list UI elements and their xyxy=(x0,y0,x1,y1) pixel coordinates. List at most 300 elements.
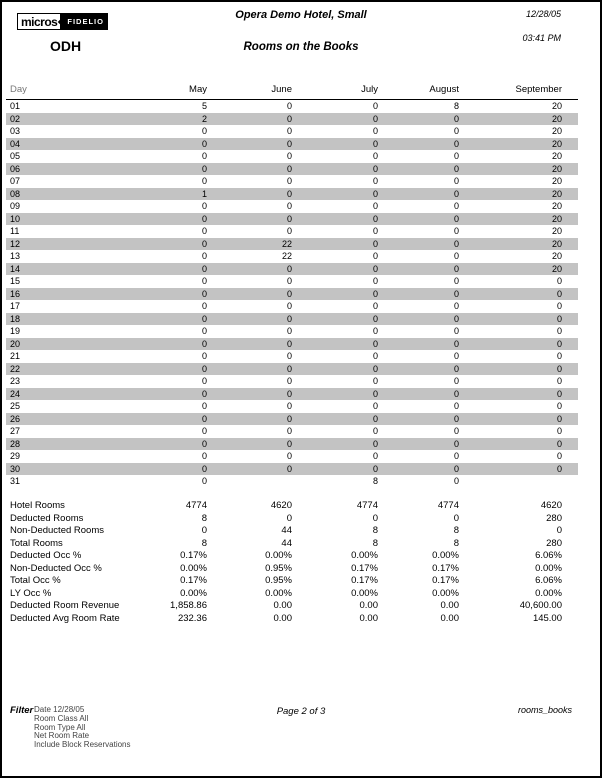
value-cell: 0 xyxy=(201,413,207,424)
value-cell: 0 xyxy=(201,426,207,437)
value-cell: 0 xyxy=(556,276,562,287)
value-cell: 0 xyxy=(201,451,207,462)
value-cell: 0 xyxy=(453,338,459,349)
summary-value-cell: 0.95% xyxy=(265,575,292,587)
value-cell: 22 xyxy=(281,238,292,249)
summary-value-cell: 8 xyxy=(201,537,207,549)
value-cell: 0 xyxy=(372,201,378,212)
print-date: 12/28/05 xyxy=(525,9,561,19)
summary-value-cell: 0.00% xyxy=(180,587,207,599)
value-cell: 0 xyxy=(286,188,292,199)
summary-value-cell: 0.95% xyxy=(265,562,292,574)
summary-value-cell: 0.00% xyxy=(265,550,292,562)
summary-value-cell: 4620 xyxy=(270,500,292,512)
summary-value-cell: 8 xyxy=(372,537,378,549)
summary-value-cell: 0.17% xyxy=(432,575,459,587)
summary-value-cell: 0.00 xyxy=(440,612,459,624)
summary-label: Deducted Room Revenue xyxy=(10,600,120,612)
value-cell: 20 xyxy=(551,188,562,199)
day-cell: 10 xyxy=(10,213,21,224)
value-cell: 0 xyxy=(453,426,459,437)
value-cell: 0 xyxy=(201,326,207,337)
table-row xyxy=(6,450,578,463)
report-file-name: rooms_books xyxy=(517,705,572,715)
summary-label: Total Rooms xyxy=(10,537,63,549)
value-cell: 0 xyxy=(286,401,292,412)
value-cell: 0 xyxy=(453,351,459,362)
value-cell: 0 xyxy=(372,113,378,124)
value-cell: 0 xyxy=(372,288,378,299)
summary-value-cell: 0 xyxy=(372,512,378,524)
table-row xyxy=(6,213,578,226)
value-cell: 0 xyxy=(201,301,207,312)
value-cell: 0 xyxy=(453,163,459,174)
day-cell: 17 xyxy=(10,301,21,312)
value-cell: 0 xyxy=(453,188,459,199)
table-row xyxy=(6,200,578,213)
value-cell: 0 xyxy=(453,276,459,287)
summary-row xyxy=(6,563,578,576)
value-cell: 0 xyxy=(372,176,378,187)
summary-label: Non-Deducted Occ % xyxy=(10,562,102,574)
table-row xyxy=(6,300,578,313)
summary-value-cell: 44 xyxy=(281,525,292,537)
value-cell: 0 xyxy=(201,263,207,274)
table-body xyxy=(6,100,578,488)
summary-value-cell: 6.06% xyxy=(535,550,562,562)
value-cell: 2 xyxy=(201,113,207,124)
value-cell: 0 xyxy=(453,176,459,187)
value-cell: 0 xyxy=(286,363,292,374)
value-cell: 0 xyxy=(453,138,459,149)
value-cell: 0 xyxy=(372,301,378,312)
value-cell: 0 xyxy=(372,438,378,449)
table-row xyxy=(6,250,578,263)
summary-value-cell: 0.00% xyxy=(535,562,562,574)
table-row xyxy=(6,163,578,176)
summary-label: Deducted Occ % xyxy=(10,550,82,562)
month-column-header: September xyxy=(515,83,562,95)
value-cell: 0 xyxy=(453,301,459,312)
value-cell: 0 xyxy=(556,413,562,424)
table-row xyxy=(6,388,578,401)
day-cell: 23 xyxy=(10,376,21,387)
filter-criteria-line: Room Type All xyxy=(34,722,86,732)
summary-value-cell: 0.00 xyxy=(359,612,378,624)
value-cell: 0 xyxy=(286,413,292,424)
value-cell: 0 xyxy=(201,213,207,224)
day-cell: 13 xyxy=(10,251,21,262)
value-cell: 0 xyxy=(453,226,459,237)
print-time: 03:41 PM xyxy=(522,33,561,43)
value-cell: 0 xyxy=(372,363,378,374)
summary-value-cell: 232.36 xyxy=(177,612,207,624)
value-cell: 0 xyxy=(201,476,207,487)
summary-value-cell: 0.00% xyxy=(535,587,562,599)
value-cell: 0 xyxy=(453,313,459,324)
filter-criteria-line: Room Class All xyxy=(34,713,89,723)
value-cell: 0 xyxy=(201,313,207,324)
value-cell: 0 xyxy=(453,213,459,224)
filter-criteria-line: Date 12/28/05 xyxy=(34,705,85,714)
value-cell: 0 xyxy=(201,351,207,362)
value-cell: 0 xyxy=(372,401,378,412)
value-cell: 0 xyxy=(453,126,459,137)
value-cell: 0 xyxy=(556,376,562,387)
summary-value-cell: 4774 xyxy=(185,500,207,512)
month-column-header: May xyxy=(189,83,207,95)
value-cell: 0 xyxy=(556,401,562,412)
value-cell: 0 xyxy=(286,301,292,312)
value-cell: 0 xyxy=(201,126,207,137)
rooms-table xyxy=(6,83,578,488)
summary-value-cell: 1,858.86 xyxy=(170,600,207,612)
value-cell: 0 xyxy=(556,388,562,399)
value-cell: 0 xyxy=(556,313,562,324)
summary-value-cell: 0.17% xyxy=(351,562,378,574)
summary-value-cell: 44 xyxy=(281,537,292,549)
table-row xyxy=(6,350,578,363)
value-cell: 0 xyxy=(453,413,459,424)
summary-value-cell: 8 xyxy=(372,525,378,537)
value-cell: 0 xyxy=(556,338,562,349)
value-cell: 0 xyxy=(372,351,378,362)
value-cell: 0 xyxy=(286,201,292,212)
summary-row xyxy=(6,575,578,588)
value-cell: 0 xyxy=(372,451,378,462)
value-cell: 0 xyxy=(201,338,207,349)
page-number: Page 2 of 3 xyxy=(276,706,326,717)
value-cell: 8 xyxy=(453,101,459,112)
table-row xyxy=(6,225,578,238)
value-cell: 0 xyxy=(453,451,459,462)
value-cell: 20 xyxy=(551,238,562,249)
micros-logo-text: micros xyxy=(17,13,61,30)
summary-value-cell: 145.00 xyxy=(532,612,562,624)
summary-value-cell: 8 xyxy=(453,525,459,537)
value-cell: 20 xyxy=(551,201,562,212)
table-row xyxy=(6,400,578,413)
summary-row xyxy=(6,613,578,626)
summary-row xyxy=(6,525,578,538)
value-cell: 8 xyxy=(372,476,378,487)
value-cell: 0 xyxy=(201,201,207,212)
table-row xyxy=(6,238,578,251)
value-cell: 0 xyxy=(286,101,292,112)
summary-value-cell: 0.17% xyxy=(180,550,207,562)
summary-value-cell: 4774 xyxy=(437,500,459,512)
value-cell: 20 xyxy=(551,251,562,262)
summary-row xyxy=(6,538,578,551)
table-row xyxy=(6,363,578,376)
value-cell: 0 xyxy=(453,463,459,474)
value-cell: 0 xyxy=(453,438,459,449)
value-cell: 0 xyxy=(286,376,292,387)
summary-value-cell: 0.00% xyxy=(265,587,292,599)
value-cell: 0 xyxy=(201,463,207,474)
summary-label: Non-Deducted Rooms xyxy=(10,525,104,537)
day-cell: 29 xyxy=(10,451,21,462)
value-cell: 0 xyxy=(201,438,207,449)
table-row xyxy=(6,100,578,113)
value-cell: 0 xyxy=(286,138,292,149)
value-cell: 0 xyxy=(286,388,292,399)
value-cell: 0 xyxy=(372,413,378,424)
value-cell: 20 xyxy=(551,263,562,274)
table-row xyxy=(6,150,578,163)
value-cell: 0 xyxy=(372,338,378,349)
summary-label: Deducted Rooms xyxy=(10,512,84,524)
value-cell: 0 xyxy=(201,363,207,374)
value-cell: 0 xyxy=(201,176,207,187)
filter-label: Filter xyxy=(10,705,34,716)
table-row xyxy=(6,338,578,351)
summary-value-cell: 0.00 xyxy=(273,612,292,624)
value-cell: 0 xyxy=(286,426,292,437)
summary-row xyxy=(6,600,578,613)
value-cell: 5 xyxy=(201,101,207,112)
table-row xyxy=(6,475,578,488)
day-cell: 27 xyxy=(10,426,21,437)
value-cell: 22 xyxy=(281,251,292,262)
value-cell: 0 xyxy=(556,288,562,299)
day-cell: 21 xyxy=(10,351,21,362)
hotel-name: Opera Demo Hotel, Small xyxy=(235,9,367,21)
table-row xyxy=(6,288,578,301)
value-cell: 0 xyxy=(201,288,207,299)
value-cell: 0 xyxy=(556,326,562,337)
value-cell: 0 xyxy=(372,101,378,112)
summary-section xyxy=(6,500,578,625)
summary-value-cell: 0.17% xyxy=(351,575,378,587)
value-cell: 20 xyxy=(551,113,562,124)
value-cell: 0 xyxy=(286,126,292,137)
table-row xyxy=(6,438,578,451)
day-cell: 20 xyxy=(10,338,21,349)
value-cell: 0 xyxy=(556,451,562,462)
summary-value-cell: 0.00% xyxy=(180,562,207,574)
day-cell: 26 xyxy=(10,413,21,424)
summary-value-cell: 40,600.00 xyxy=(519,600,562,612)
summary-value-cell: 0.00 xyxy=(273,600,292,612)
value-cell: 0 xyxy=(201,376,207,387)
value-cell: 0 xyxy=(372,213,378,224)
value-cell: 20 xyxy=(551,226,562,237)
value-cell: 0 xyxy=(286,338,292,349)
value-cell: 0 xyxy=(556,351,562,362)
summary-value-cell: 0.17% xyxy=(432,562,459,574)
summary-value-cell: 6.06% xyxy=(535,575,562,587)
value-cell: 20 xyxy=(551,163,562,174)
summary-row xyxy=(6,513,578,526)
value-cell: 0 xyxy=(453,388,459,399)
month-column-header: July xyxy=(361,83,378,95)
value-cell: 0 xyxy=(453,476,459,487)
summary-row xyxy=(6,500,578,513)
value-cell: 0 xyxy=(453,113,459,124)
day-cell: 07 xyxy=(10,176,21,187)
table-header-row xyxy=(6,83,578,100)
day-cell: 04 xyxy=(10,138,21,149)
summary-label: LY Occ % xyxy=(10,587,52,599)
value-cell: 20 xyxy=(551,138,562,149)
value-cell: 0 xyxy=(372,126,378,137)
summary-label: Deducted Avg Room Rate xyxy=(10,612,120,624)
summary-value-cell: 0.00% xyxy=(351,550,378,562)
day-cell: 18 xyxy=(10,313,21,324)
table-row xyxy=(6,375,578,388)
value-cell: 0 xyxy=(453,238,459,249)
table-row xyxy=(6,413,578,426)
value-cell: 0 xyxy=(286,351,292,362)
value-cell: 0 xyxy=(372,238,378,249)
value-cell: 0 xyxy=(201,401,207,412)
value-cell: 0 xyxy=(201,226,207,237)
day-cell: 19 xyxy=(10,326,21,337)
value-cell: 0 xyxy=(372,138,378,149)
value-cell: 0 xyxy=(201,138,207,149)
month-column-header: August xyxy=(429,83,459,95)
value-cell: 0 xyxy=(453,288,459,299)
value-cell: 0 xyxy=(286,326,292,337)
value-cell: 0 xyxy=(372,251,378,262)
value-cell: 0 xyxy=(453,251,459,262)
summary-value-cell: 4620 xyxy=(540,500,562,512)
day-cell: 22 xyxy=(10,363,21,374)
value-cell: 0 xyxy=(453,401,459,412)
summary-value-cell: 8 xyxy=(201,512,207,524)
value-cell: 0 xyxy=(372,376,378,387)
value-cell: 0 xyxy=(556,438,562,449)
value-cell: 20 xyxy=(551,101,562,112)
day-cell: 28 xyxy=(10,438,21,449)
value-cell: 1 xyxy=(201,188,207,199)
table-row xyxy=(6,125,578,138)
day-cell: 01 xyxy=(10,101,21,112)
day-cell: 08 xyxy=(10,188,21,199)
day-cell: 30 xyxy=(10,463,21,474)
value-cell: 0 xyxy=(286,263,292,274)
value-cell: 0 xyxy=(556,301,562,312)
value-cell: 0 xyxy=(372,163,378,174)
value-cell: 0 xyxy=(286,226,292,237)
value-cell: 0 xyxy=(286,438,292,449)
value-cell: 0 xyxy=(201,251,207,262)
summary-value-cell: 0 xyxy=(286,512,292,524)
value-cell: 0 xyxy=(372,463,378,474)
day-cell: 15 xyxy=(10,276,21,287)
filter-criteria-line: Net Room Rate xyxy=(34,731,90,741)
table-row xyxy=(6,463,578,476)
value-cell: 0 xyxy=(201,276,207,287)
value-cell: 0 xyxy=(201,388,207,399)
value-cell: 0 xyxy=(286,313,292,324)
day-cell: 16 xyxy=(10,288,21,299)
summary-value-cell: 0.00 xyxy=(359,600,378,612)
value-cell: 0 xyxy=(453,326,459,337)
value-cell: 20 xyxy=(551,176,562,187)
summary-value-cell: 0.00% xyxy=(432,550,459,562)
value-cell: 0 xyxy=(286,213,292,224)
summary-value-cell: 0 xyxy=(201,525,207,537)
day-cell: 03 xyxy=(10,126,21,137)
day-cell: 09 xyxy=(10,201,21,212)
summary-value-cell: 0.00 xyxy=(440,600,459,612)
summary-value-cell: 0.17% xyxy=(180,575,207,587)
table-row xyxy=(6,175,578,188)
table-row xyxy=(6,188,578,201)
value-cell: 0 xyxy=(372,188,378,199)
day-column-header: Day xyxy=(10,83,27,95)
table-row xyxy=(6,313,578,326)
value-cell: 0 xyxy=(286,151,292,162)
summary-label: Total Occ % xyxy=(10,575,61,587)
value-cell: 0 xyxy=(201,238,207,249)
value-cell: 0 xyxy=(453,151,459,162)
day-cell: 14 xyxy=(10,263,21,274)
day-cell: 24 xyxy=(10,388,21,399)
value-cell: 0 xyxy=(372,426,378,437)
summary-value-cell: 280 xyxy=(546,537,562,549)
day-cell: 06 xyxy=(10,163,21,174)
summary-value-cell: 8 xyxy=(453,537,459,549)
day-cell: 02 xyxy=(10,113,21,124)
value-cell: 0 xyxy=(372,276,378,287)
summary-value-cell: 4774 xyxy=(356,500,378,512)
value-cell: 0 xyxy=(286,113,292,124)
month-column-header: June xyxy=(271,83,292,95)
property-code: ODH xyxy=(50,38,82,54)
day-cell: 12 xyxy=(10,238,21,249)
value-cell: 0 xyxy=(372,263,378,274)
summary-value-cell: 0.00% xyxy=(351,587,378,599)
value-cell: 0 xyxy=(453,376,459,387)
value-cell: 0 xyxy=(556,463,562,474)
value-cell: 0 xyxy=(286,163,292,174)
value-cell: 20 xyxy=(551,126,562,137)
value-cell: 20 xyxy=(551,213,562,224)
report-title: Rooms on the Books xyxy=(243,41,359,53)
summary-row xyxy=(6,588,578,601)
value-cell: 0 xyxy=(201,151,207,162)
table-row xyxy=(6,113,578,126)
value-cell: 0 xyxy=(286,463,292,474)
value-cell: 0 xyxy=(372,388,378,399)
summary-row xyxy=(6,550,578,563)
day-cell: 05 xyxy=(10,151,21,162)
filter-criteria-line: Include Block Reservations xyxy=(34,740,131,750)
value-cell: 0 xyxy=(453,363,459,374)
value-cell: 0 xyxy=(286,451,292,462)
table-row xyxy=(6,138,578,151)
value-cell: 0 xyxy=(286,176,292,187)
table-row xyxy=(6,263,578,276)
value-cell: 0 xyxy=(556,363,562,374)
value-cell: 0 xyxy=(372,226,378,237)
value-cell: 0 xyxy=(286,276,292,287)
summary-value-cell: 0.00% xyxy=(432,587,459,599)
value-cell: 0 xyxy=(453,201,459,212)
value-cell: 0 xyxy=(201,163,207,174)
summary-value-cell: 280 xyxy=(546,512,562,524)
value-cell: 0 xyxy=(453,263,459,274)
summary-label: Hotel Rooms xyxy=(10,500,65,512)
table-row xyxy=(6,425,578,438)
table-row xyxy=(6,275,578,288)
value-cell: 0 xyxy=(286,288,292,299)
day-cell: 31 xyxy=(10,476,21,487)
table-row xyxy=(6,325,578,338)
